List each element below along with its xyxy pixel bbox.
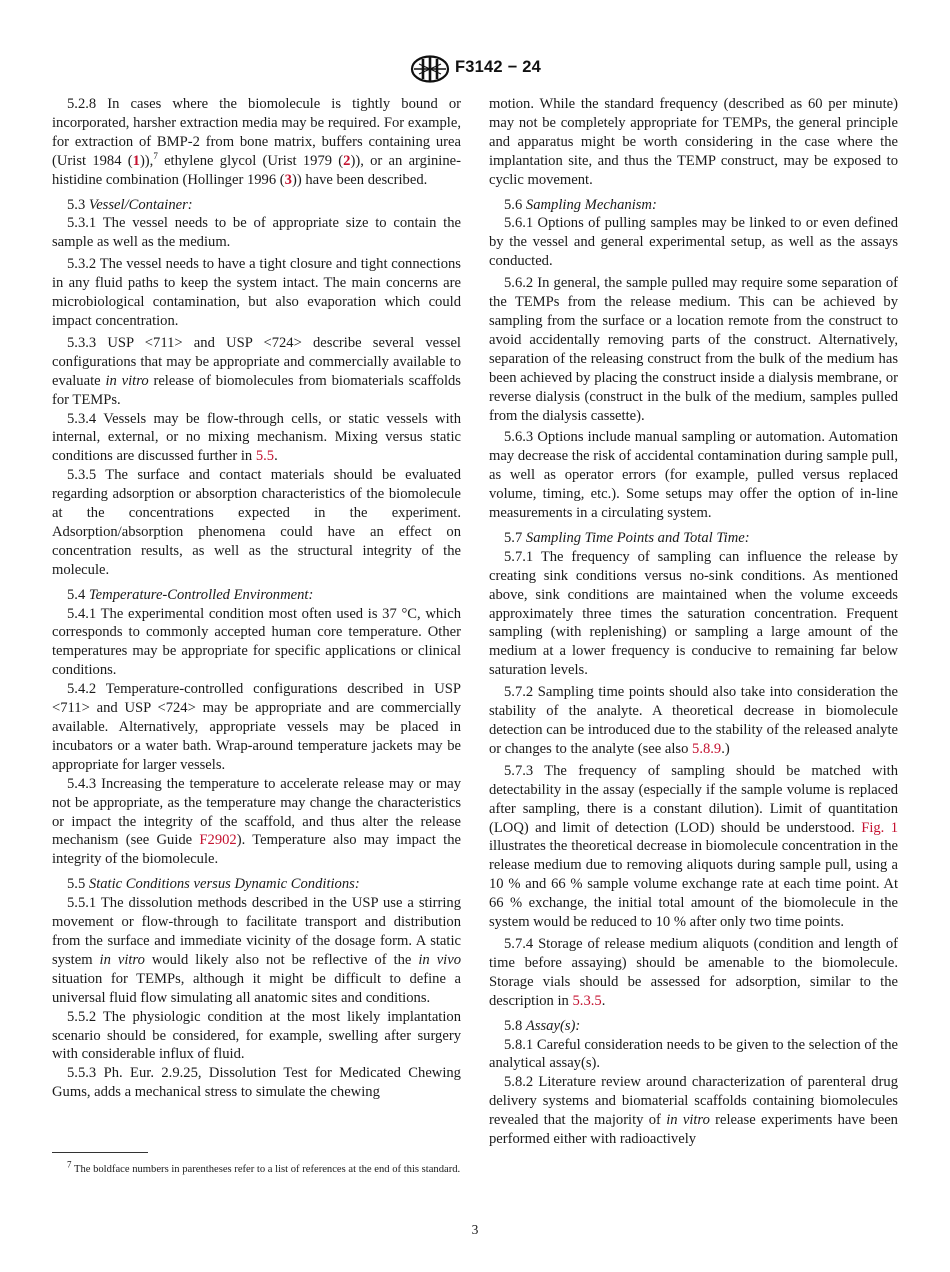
right-column xyxy=(489,95,898,1149)
footnote-marker: 7 xyxy=(153,150,158,161)
paragraph-5-7-2: 5.7.2 Sampling time points should also take into consideration the stability of the analyte. A theoretical decrease in biomolecule detection can be introduced due to the stability of the released analyte or changes to the analyte (see also 5.8.9.) xyxy=(489,684,899,757)
section-heading-5-5: 5.5 Static Conditions versus Dynamic Conditions: xyxy=(67,876,360,893)
paragraph-5-3-5: 5.3.5 The surface and contact materials should be evaluated regarding adsorption or absorption characteristics of the biomolecule at the concentrations expected in the experiment. Adsorption/absorption phenomena could have an effect on concentration results, as well as the structural integrity of the molecule. xyxy=(52,467,461,578)
paragraph-5-5-3-continued: motion. While the standard frequency (described as 60 per minute) may not be completely appropriate for TEMPs, the general principle and apparatus might be worth considering in the case where the implantation site, and thus the TEMP construct, may be exposed to cyclic movement. xyxy=(489,96,898,188)
paragraph-5-5-2: 5.5.2 The physiologic condition at the most likely implantation scenario should be considered, for example, swelling after surgery with considerable influx of fluid. xyxy=(52,1008,462,1063)
section-heading-5-7: 5.7 Sampling Time Points and Total Time: xyxy=(504,529,750,546)
paragraph-5-4-1: 5.4.1 The experimental condition most often used is 37 °C, which corresponds to commonly accepted human core temperature. Other temperatures may be appropriate for specific applications or clinical conditions. xyxy=(52,605,462,679)
page-header xyxy=(0,55,950,85)
paragraph-5-6-2: 5.6.2 In general, the sample pulled may require some separation of the TEMPs from the release medium. This can be achieved by sampling from the surface or a location remote from the construct to avoid accidentally removing parts of the construct. Alternatively, separation of the releasing construct from the bulk of the medium has been achieved by placing the construct inside a dialysis membrane, or reverse dialysis (construct in the bulk of the medium, samples pulled from the dialysis cassette). xyxy=(489,275,898,424)
cross-reference-link[interactable]: 5.3.5 xyxy=(572,992,602,1009)
footnote-divider xyxy=(52,1152,148,1153)
footnote: $^7$ The boldface numbers in parentheses refer to a list of references at the end of this standard. xyxy=(67,1159,461,1175)
standard-designation: F3142 − 24 xyxy=(455,58,541,76)
footnote-mark: 7 xyxy=(67,1159,72,1170)
page-number: 3 xyxy=(471,1222,479,1237)
paragraph-5-6-1: 5.6.1 Options of pulling samples may be linked to or even defined by the vessel and general experimental setup, as well as the assays conducted. xyxy=(489,215,898,270)
paragraph-5-7-4: 5.7.4 Storage of release medium aliquots (condition and length of time before assaying) should be amenable to the biomolecule. Storage vials should be assessed for adsorption, similar to the description in 5.3.5. xyxy=(489,935,898,1009)
section-heading-5-8: 5.8 Assay(s): xyxy=(504,1017,581,1034)
guide-reference-link[interactable]: F2902 xyxy=(199,832,237,849)
paragraph-5-7-1: 5.7.1 The frequency of sampling can influence the release by creating sink conditions versus no-sink conditions. As mentioned above, sink conditions are maintained when the volume exceeds approximately three times the saturation concentration. Frequent sampling (with replenishing) or sampling a large amount of the medium at a lower frequency is conducive to remaining far below saturation levels. xyxy=(489,548,898,679)
paragraph-5-4-2: 5.4.2 Temperature-controlled configurations described in USP <711> and USP <724> may be appropriate and are commercially available. Alternatively, appropriate vessels may be placed in incubators or a water bath. Wrap-around temperature jackets may be appropriate for larger vessels. xyxy=(52,681,461,773)
reference-link[interactable]: 2 xyxy=(343,152,351,169)
cross-reference-link[interactable]: 5.5 xyxy=(255,448,275,465)
figure-reference-link[interactable]: Fig. 1 xyxy=(861,819,898,836)
astm-logo-icon xyxy=(410,55,450,83)
reference-link[interactable]: 3 xyxy=(284,171,292,188)
paragraph-5-2-8: 5.2.8 In cases where the biomolecule is tightly bound or incorporated, harsher extraction media may be required. For example, for extraction of BMP-2 from bone matrix, buffers containing urea (Urist 1984 (1)),$^7$ ethylene glycol (Urist 1979 (2)), or an arginine-histidine combination (Hollinger 1996 (3)) have been described. xyxy=(52,96,462,188)
section-heading-5-4: 5.4 Temperature-Controlled Environment: xyxy=(67,586,314,603)
reference-link[interactable]: 1 xyxy=(132,152,140,169)
paragraph-5-5-1: 5.5.1 The dissolution methods described in the USP use a stirring movement or flow-through to facilitate transport and distribution from the surface and immediate vicinity of the dosage form. A static system in vitro would likely also not be reflective of the in vivo situation for TEMPs, although it might be difficult to define a universal fluid flow simulating all anatomic sites and conditions. xyxy=(52,895,462,1006)
section-heading-5-6: 5.6 Sampling Mechanism: xyxy=(504,196,657,213)
paragraph-5-8-1: 5.8.1 Careful consideration needs to be given to the selection of the analytical assay(s). xyxy=(489,1036,898,1072)
paragraph-5-3-3: 5.3.3 USP <711> and USP <724> describe several vessel configurations that may be appropriate and commercially available to evaluate in vitro release of biomolecules from biomaterials scaffolds for TEMPs. xyxy=(52,334,461,408)
left-column xyxy=(52,95,461,1102)
paragraph-5-3-4: 5.3.4 Vessels may be flow-through cells, or static vessels with internal, external, or no mixing mechanism. Mixing versus static conditions are discussed further in 5.5. xyxy=(52,410,462,465)
cross-reference-link[interactable]: 5.8.9 xyxy=(692,740,722,757)
paragraph-5-3-1: 5.3.1 The vessel needs to be of appropriate size to contain the sample as well as the medium. xyxy=(52,215,462,251)
section-heading-5-3: 5.3 Vessel/Container: xyxy=(67,196,193,213)
paragraph-5-7-3: 5.7.3 The frequency of sampling should be matched with detectability in the assay (especially if the sample volume is replaced after sampling, there is a constant dilution). Limit of quantitation (LOQ) and limit of detection (LOD) should be understood. Fig. 1 illustrates the theoretical decrease in biomolecule concentration in the release medium due to removing aliquots during sample pull, using a 10 % and 66 % sample volume exchange rate at each time point. At 66 % exchange, the initial total amount of the biomolecule in the system would be reduced to 10 % after only two time points. xyxy=(489,762,898,931)
paragraph-5-5-3: 5.5.3 Ph. Eur. 2.9.25, Dissolution Test for Medicated Chewing Gums, adds a mechanical stress to simulate the chewing xyxy=(52,1065,461,1101)
paragraph-5-3-2: 5.3.2 The vessel needs to have a tight closure and tight connections in any fluid paths to keep the system intact. The main concerns are microbiological contamination, but also evaporation which could impact concentration. xyxy=(52,256,461,329)
paragraph-5-6-3: 5.6.3 Options include manual sampling or automation. Automation may decrease the risk of accidental contamination during sample pull, as well as operator errors (for example, pulled versus replaced volume, timing, etc.). Some setups may offer the option of in-line measurements in a circulating system. xyxy=(489,429,899,522)
paragraph-5-4-3: 5.4.3 Increasing the temperature to accelerate release may or may not be appropriate, as the temperature may change the characteristics or impact the integrity of the scaffold, and thus alter the release mechanism (see Guide F2902). Temperature also may impact the integrity of the biomolecule. xyxy=(52,775,461,868)
paragraph-5-8-2: 5.8.2 Literature review around characterization of parenteral drug delivery systems and biomaterial scaffolds containing biomolecules revealed that the majority of in vitro release experiments have been performed either with radioactively xyxy=(489,1074,898,1148)
